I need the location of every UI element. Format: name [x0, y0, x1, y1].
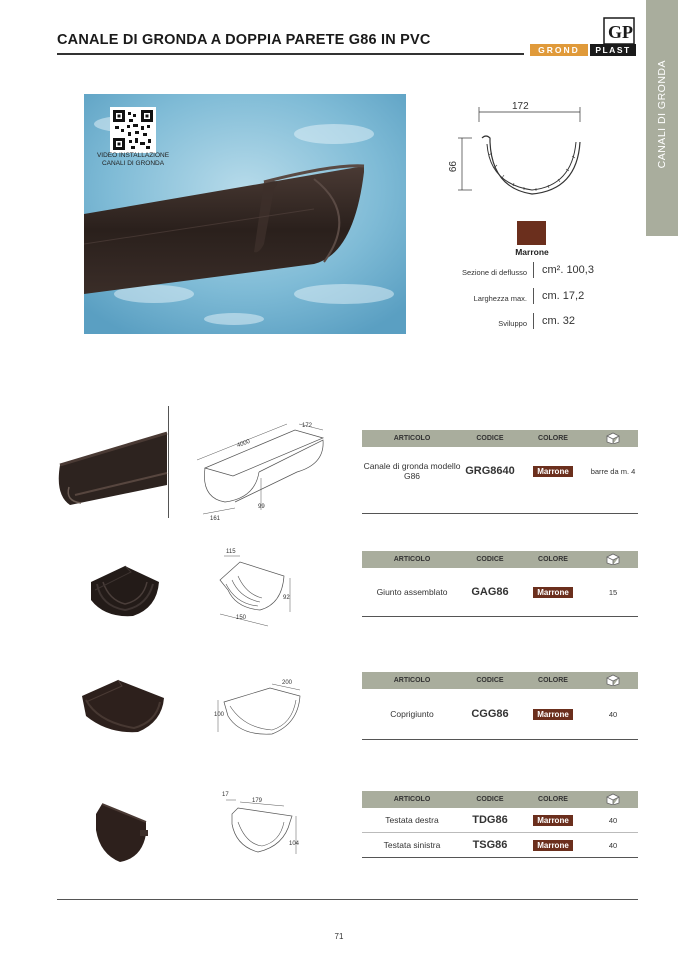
drawing-end-cap	[218, 790, 308, 862]
section-height: 99	[446, 161, 457, 173]
box-icon	[588, 432, 638, 446]
spec-divider	[533, 288, 534, 304]
box-icon	[588, 553, 638, 567]
table-row	[362, 833, 638, 857]
col-codice: CODICE	[476, 677, 504, 684]
cell-pack: 40	[608, 840, 618, 850]
cell-codice: GRG8640	[465, 465, 515, 477]
spec-value: cm. 17,2	[542, 290, 585, 302]
dim-label: 200	[282, 680, 293, 686]
section-drawing	[452, 98, 602, 206]
color-swatch	[517, 221, 546, 245]
color-badge: Marrone	[533, 466, 573, 477]
logo-mark	[600, 14, 640, 46]
cell-pack: 40	[608, 709, 618, 719]
dim-label: 92	[283, 595, 290, 601]
table-rule	[362, 616, 638, 617]
box-icon	[588, 674, 638, 688]
table-row	[362, 447, 638, 495]
logo-grond: GROND	[530, 44, 588, 56]
color-swatch-label: Marrone	[515, 247, 549, 257]
table-rule	[362, 857, 638, 858]
spec-value: cm². 100,3	[542, 264, 594, 276]
spec-divider	[533, 313, 534, 329]
table-row	[362, 689, 638, 739]
table-row	[362, 808, 638, 832]
col-colore: COLORE	[538, 677, 568, 684]
spec-divider	[533, 262, 534, 278]
color-badge: Marrone	[533, 840, 573, 851]
qr-caption-line2: CANALI DI GRONDA	[101, 160, 165, 167]
product-table-4	[362, 791, 638, 858]
cell-articolo: Coprigiunto	[390, 709, 434, 719]
page-title: CANALE DI GRONDA A DOPPIA PARETE G86 IN PVC	[57, 32, 431, 48]
qr-icon	[113, 110, 153, 150]
divider	[168, 406, 169, 518]
col-codice: CODICE	[476, 556, 504, 563]
cell-articolo: Testata sinistra	[383, 840, 441, 850]
logo-plast: PLAST	[590, 44, 636, 56]
table-header	[362, 791, 638, 808]
dim-label: 4000	[236, 438, 251, 450]
qr-caption-line1: VIDEO INSTALLAZIONE	[96, 152, 170, 159]
product-photo-end-cap	[92, 800, 152, 866]
dim-label: 99	[258, 504, 265, 510]
title-rule	[57, 53, 524, 55]
cell-pack: barre da m. 4	[590, 466, 636, 476]
qr-caption	[88, 152, 178, 168]
color-badge: Marrone	[533, 587, 573, 598]
table-row	[362, 568, 638, 616]
qr-code[interactable]	[110, 107, 156, 153]
cell-codice: TSG86	[472, 839, 508, 851]
spec-value: cm. 32	[542, 315, 576, 327]
product-table-3	[362, 672, 638, 740]
side-tab-label	[646, 0, 678, 236]
svg-text:GP: GP	[608, 22, 633, 42]
color-badge: Marrone	[533, 815, 573, 826]
spec-label: Larghezza max.	[473, 294, 527, 303]
cell-colore	[518, 709, 588, 720]
dim-label: 17	[222, 792, 229, 798]
cell-codice: TDG86	[472, 814, 508, 826]
drawing-gutter	[195, 418, 335, 528]
cell-codice: GAG86	[471, 586, 509, 598]
cell-colore	[518, 587, 588, 598]
dim-label: 150	[236, 615, 247, 621]
col-articolo: ARTICOLO	[393, 556, 431, 563]
dim-label: 172	[302, 423, 313, 429]
page-number: 71	[334, 932, 344, 941]
product-table-1	[362, 430, 638, 514]
col-codice: CODICE	[476, 435, 504, 442]
dim-label: 161	[210, 516, 221, 522]
cell-colore	[518, 815, 588, 826]
col-codice: CODICE	[476, 796, 504, 803]
table-header	[362, 672, 638, 689]
cell-pack: 40	[608, 815, 618, 825]
dim-label: 179	[252, 798, 263, 804]
col-colore: COLORE	[538, 435, 568, 442]
dim-label: 104	[289, 841, 300, 847]
side-tab-text: CANALI DI GRONDA	[656, 59, 668, 168]
cell-articolo: Giunto assemblato	[376, 587, 448, 597]
footer-rule	[57, 899, 638, 900]
cell-articolo: Testata destra	[385, 815, 439, 825]
col-colore: COLORE	[538, 556, 568, 563]
cell-codice: CGG86	[471, 708, 509, 720]
color-badge: Marrone	[533, 709, 573, 720]
cell-colore	[518, 840, 588, 851]
product-table-2	[362, 551, 638, 617]
dim-label: 115	[226, 549, 236, 555]
table-header	[362, 430, 638, 447]
spec-label: Sviluppo	[498, 319, 527, 328]
col-articolo: ARTICOLO	[393, 435, 431, 442]
drawing-cover	[210, 676, 310, 746]
cell-pack: 15	[608, 587, 618, 597]
product-photo-joint	[85, 560, 165, 622]
table-rule	[362, 739, 638, 740]
col-articolo: ARTICOLO	[393, 677, 431, 684]
col-colore: COLORE	[538, 796, 568, 803]
drawing-joint	[210, 550, 300, 630]
product-photo-gutter	[55, 425, 170, 510]
dim-label: 100	[214, 712, 225, 718]
product-photo-cover	[78, 676, 168, 738]
cell-articolo: Canale di gronda modello G86	[363, 461, 461, 481]
table-header	[362, 551, 638, 568]
spec-label: Sezione di deflusso	[461, 268, 527, 277]
table-rule	[362, 513, 638, 514]
box-icon	[588, 793, 638, 807]
col-articolo: ARTICOLO	[393, 796, 431, 803]
section-width: 172	[512, 101, 529, 112]
cell-colore	[518, 466, 588, 477]
